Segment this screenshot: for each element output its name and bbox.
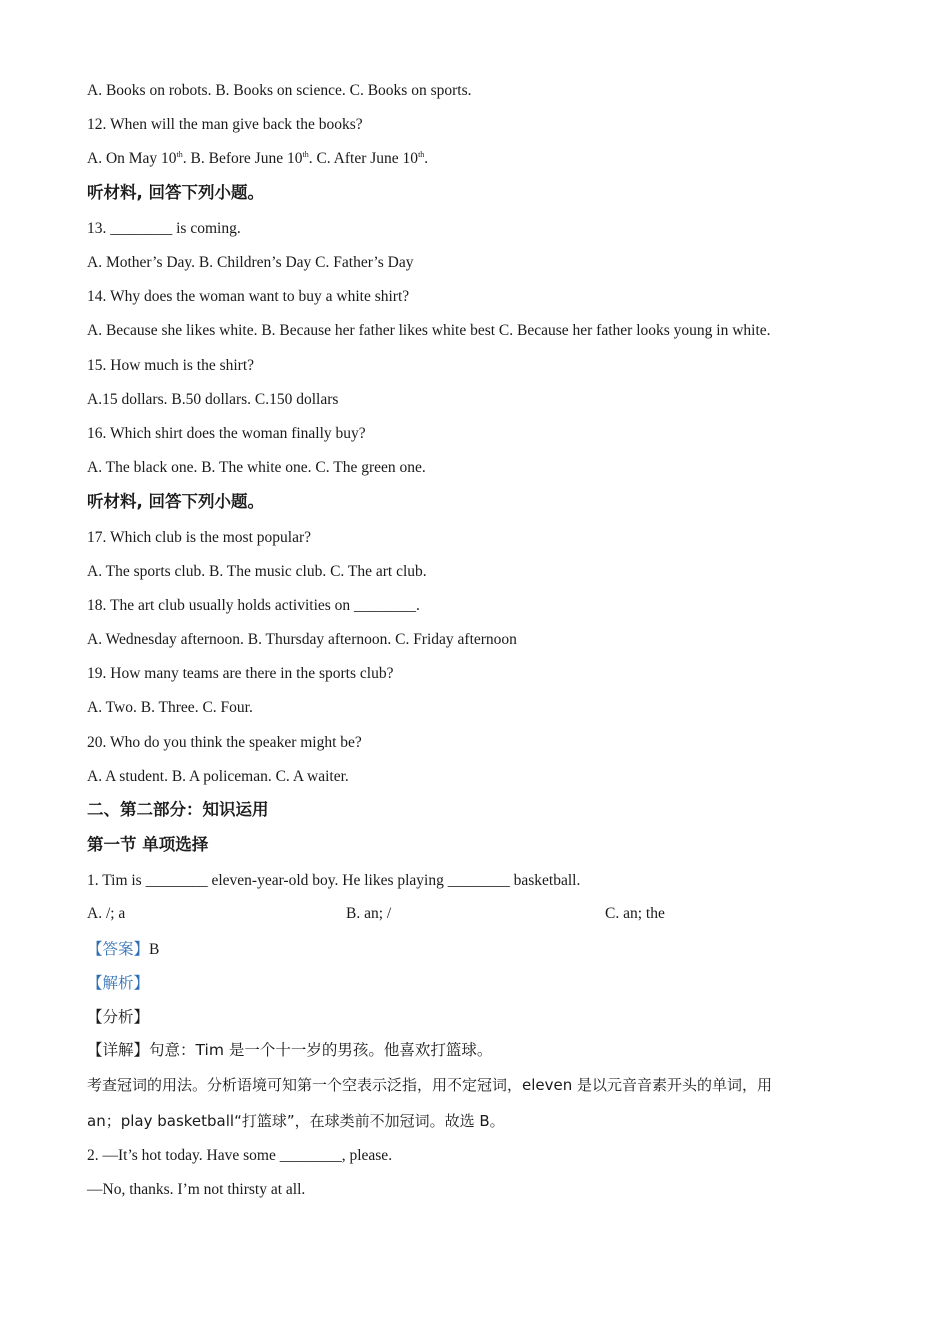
q20-options: A. A student. B. A policeman. C. A waiter.	[87, 768, 349, 785]
section-one-title: 第一节 单项选择	[87, 835, 209, 854]
detail-tag: 【详解】	[87, 1041, 150, 1059]
question-17: 17. Which club is the most popular?	[87, 529, 311, 546]
mc2-reply: —No, thanks. I’m not thirsty at all.	[87, 1181, 306, 1198]
detail-line	[87, 1040, 492, 1061]
mc1-option-c: C. an; the	[605, 905, 665, 922]
q13-options: A. Mother’s Day. B. Children’s Day C. Father’s Day	[87, 254, 414, 271]
explanation-line-2: an；play basketball“打篮球”，在球类前不加冠词。故选 B。	[87, 1112, 505, 1130]
q18-options: A. Wednesday afternoon. B. Thursday afternoon. C. Friday afternoon	[87, 631, 517, 648]
section-heading-listen-1: 听材料, 回答下列小题。	[87, 183, 265, 202]
question-16: 16. Which shirt does the woman finally buy?	[87, 425, 366, 442]
explanation-line-1: 考查冠词的用法。分析语境可知第一个空表示泛指，用不定冠词，eleven 是以元音音素开头的单词，用	[87, 1076, 773, 1094]
q15-options: A.15 dollars. B.50 dollars. C.150 dollars	[87, 391, 339, 408]
fenxi-tag: 【分析】	[87, 1008, 150, 1026]
answer-tag: 【答案】	[87, 940, 150, 958]
answer-value: B	[149, 941, 160, 958]
q16-options: A. The black one. B. The white one. C. The green one.	[87, 459, 426, 476]
question-12: 12. When will the man give back the books?	[87, 116, 363, 133]
question-20: 20. Who do you think the speaker might be?	[87, 734, 362, 751]
q14-options: A. Because she likes white. B. Because her father likes white best C. Because her father looks young in white.	[87, 322, 771, 339]
mc-question-1: 1. Tim is ________ eleven-year-old boy. He likes playing ________ basketball.	[87, 872, 581, 889]
question-19: 19. How many teams are there in the sports club?	[87, 665, 394, 682]
mc1-option-b: B. an; /	[346, 905, 392, 922]
question-13: 13. ________ is coming.	[87, 220, 241, 237]
answer-line	[87, 939, 159, 960]
question-14: 14. Why does the woman want to buy a white shirt?	[87, 288, 410, 305]
section-heading-listen-2: 听材料, 回答下列小题。	[87, 492, 265, 511]
analysis-tag: 【解析】	[87, 974, 150, 992]
question-15: 15. How much is the shirt?	[87, 357, 255, 374]
q19-options: A. Two. B. Three. C. Four.	[87, 699, 253, 716]
q17-options: A. The sports club. B. The music club. C. The art club.	[87, 563, 427, 580]
mc1-option-a: A. /; a	[87, 905, 126, 922]
q11-options: A. Books on robots. B. Books on science. C. Books on sports.	[87, 82, 472, 99]
mc-question-2: 2. —It’s hot today. Have some ________, please.	[87, 1147, 393, 1164]
part-two-title: 二、第二部分：知识运用	[87, 800, 269, 819]
q12-options: A. On May 10th. B. Before June 10th. C. After June 10th.	[87, 149, 429, 167]
detail-text: 句意：Tim 是一个十一岁的男孩。他喜欢打篮球。	[149, 1041, 493, 1059]
question-18: 18. The art club usually holds activities on ________.	[87, 597, 420, 614]
